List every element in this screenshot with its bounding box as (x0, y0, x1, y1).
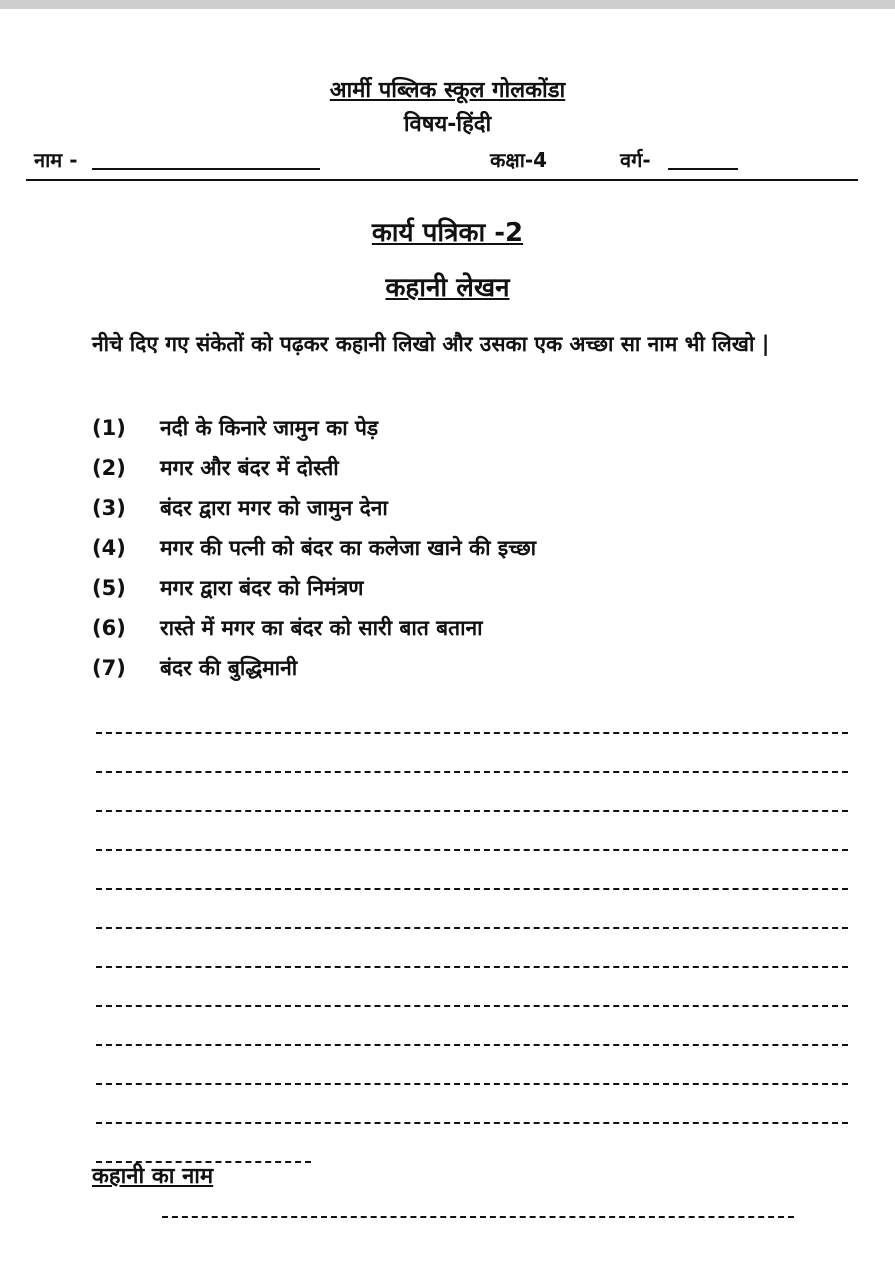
hint-number: (3) (92, 496, 126, 520)
writing-line[interactable] (96, 773, 848, 812)
writing-line[interactable] (96, 695, 848, 734)
hint-text: रास्ते में मगर का बंदर को सारी बात बताना (160, 616, 483, 640)
section-blank-field[interactable] (668, 168, 738, 170)
subject-label: विषय-हिंदी (403, 112, 492, 137)
hint-text: मगर और बंदर में दोस्ती (160, 456, 339, 480)
hint-number: (6) (92, 616, 126, 640)
writing-line[interactable] (96, 1007, 848, 1046)
name-label: नाम - (34, 148, 78, 172)
hint-text: मगर द्वारा बंदर को निमंत्रण (160, 576, 364, 600)
writing-line[interactable] (96, 1085, 848, 1124)
section-label: वर्ग- (620, 148, 651, 172)
writing-line[interactable] (96, 851, 848, 890)
writing-line[interactable] (96, 812, 848, 851)
top-border-strip (0, 0, 895, 9)
school-name: आर्मी पब्लिक स्कूल गोलकोंडा (329, 78, 566, 103)
writing-line[interactable] (96, 734, 848, 773)
hint-text: नदी के किनारे जामुन का पेड़ (160, 416, 379, 440)
topic-title: कहानी लेखन (385, 273, 510, 303)
header-divider (26, 179, 858, 181)
hint-number: (5) (92, 576, 126, 600)
story-name-label: कहानी का नाम (92, 1164, 214, 1189)
hint-number: (2) (92, 456, 126, 480)
hint-text: बंदर द्वारा मगर को जामुन देना (160, 496, 388, 520)
writing-line[interactable] (96, 968, 848, 1007)
hint-item (92, 568, 852, 608)
hint-item (92, 648, 852, 688)
worksheet-title: कार्य पत्रिका -2 (371, 218, 524, 248)
hint-number: (1) (92, 416, 126, 440)
hint-item (92, 488, 852, 528)
hint-item (92, 528, 852, 568)
name-blank-field[interactable] (92, 168, 320, 170)
student-info-row (0, 146, 895, 180)
hint-list (92, 408, 852, 688)
hint-item (92, 448, 852, 488)
writing-line[interactable] (96, 1124, 311, 1163)
writing-line[interactable] (96, 1046, 848, 1085)
instructions-text: नीचे दिए गए संकेतों को पढ़कर कहानी लिखो और उसका एक अच्छा सा नाम भी लिखो | (92, 332, 770, 356)
writing-line[interactable] (96, 890, 848, 929)
hint-text: मगर की पत्नी को बंदर का कलेजा खाने की इच्छा (160, 536, 537, 560)
hint-item (92, 408, 852, 448)
story-writing-area[interactable] (96, 695, 848, 1163)
hint-item (92, 608, 852, 648)
story-name-line[interactable] (162, 1216, 794, 1218)
hint-number: (7) (92, 656, 126, 680)
hint-text: बंदर की बुद्धिमानी (160, 656, 298, 680)
class-label: कक्षा-4 (490, 148, 548, 172)
hint-number: (4) (92, 536, 126, 560)
writing-line[interactable] (96, 929, 848, 968)
